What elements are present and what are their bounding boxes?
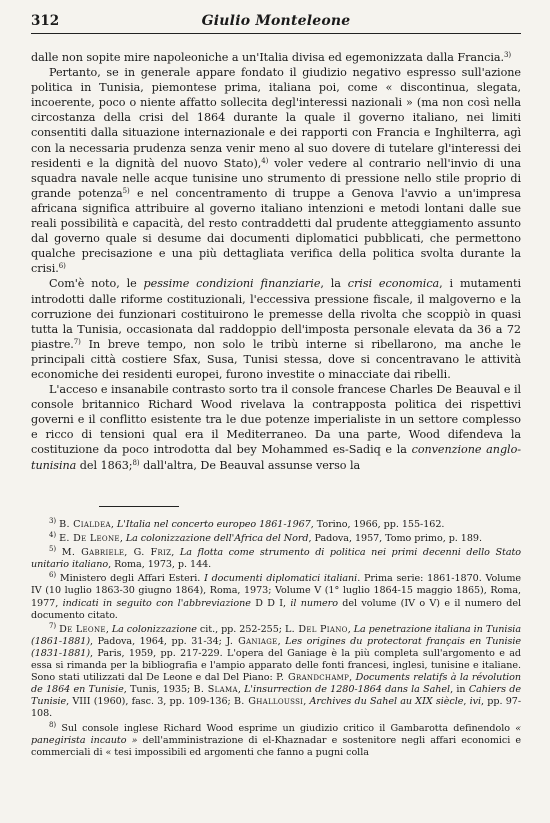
footnote-ref-4: 4)	[261, 156, 269, 165]
running-title: Giulio Monteleone	[201, 13, 351, 29]
footnote-6: $^{6)}$ Ministero degli Affari Esteri. I documenti diplomatici italiani. Prima serie: 1861-1870. Volume IV (10 luglio 1863-30 giugno 1864), Roma, 1973; Volume V (1° luglio 1864-15 maggio 1865), Roma, 1977, indicati in seguito con l'abbreviazione D D I, il numero del volume (IV o V) e il numero del documento citato.	[31, 571, 522, 621]
paragraph-4: L'acceso e insanabile contrasto sorto tra il console francese Charles De Beauval e il console britannico Richard Wood rivelava la contrapposta politica dei rispettivi governi e il conflitto esistente tra le due potenze imperialiste in un settore complesso e ricco di tensioni qual era il Mediterraneo. Da una parte, Wood difendeva la costituzione da poco introdotta dal bey Mohammed es-Sadiq e la convenzione anglo-tunisina del 1863;$^{8)}$ dall'altra, De Beauval assunse verso la	[31, 383, 521, 472]
footnote-rule	[99, 506, 179, 507]
footnote-ref-7: 7)	[73, 337, 81, 346]
main-text	[31, 50, 521, 473]
footnote-ref-5: 5)	[122, 186, 130, 195]
paragraph-1: dalle non sopite mire napoleoniche a un'Italia divisa ed egemonizzata dalla Francia.$^{3)}$	[31, 51, 512, 64]
page-header	[31, 13, 521, 35]
footnote-3: $^{3)}$ B. Cialdea, L'Italia nel concerto europeo 1861-1967, Torino, 1966, pp. 155-162.	[49, 517, 445, 530]
paragraph-3: Com'è noto, le pessime condizioni finanziarie, la crisi economica, i mutamenti introdotti dalle riforme costituzionali, l'eccessiva pressione fiscale, il malgoverno e la corruzione dei funzionari costituirono le premesse della rivolta che scoppiò in quasi tutta la Tunisia, occasionata dal raddoppio dell'imposta personale elevata da 36 a 72 piastre.$^{7)}$ In breve tempo, non solo le tribù interne si ribellarono, ma anche le principali città costiere Sfax, Susa, Tunisi stessa, dove si concentravano le attività economiche dei residenti europei, furono investite o minacciate dai ribelli.	[31, 277, 521, 381]
footnote-8: $^{8)}$ Sul console inglese Richard Wood esprime un giudizio critico il Gambarotta definendolo « panegirista incauto » dell'amministrazione di el-Khaznadar e sostenitore negli affari economici e commerciali di « tesi impossibili ed argomenti che fanno a pugni colla	[31, 720, 522, 758]
footnote-5: $^{5)}$ M. Gabriele, G. Friz, La flotta come strumento di politica nei primi decenni dello Stato unitario italiano, Roma, 1973, p. 144.	[31, 545, 522, 571]
footnote-ref-8: 8)	[132, 458, 140, 467]
header-rule	[31, 33, 521, 34]
footnote-4: $^{4)}$ E. De Leone, La colonizzazione dell'Africa del Nord, Padova, 1957, Tomo primo, p. 189.	[49, 531, 482, 545]
footnote-ref-6: 6)	[58, 262, 66, 271]
page-number: 312	[31, 13, 60, 29]
footnote-ref-3: 3)	[504, 51, 512, 59]
paragraph-2: Pertanto, se in generale appare fondato il giudizio negativo espresso sull'azione politica in Tunisia, piemontese prima, italiana poi, come « discontinua, slegata, incoerente, poco o niente affatto sollecita degl'interessi nazionali » (ma non così nella circostanza della crisi del 1864 durante la quale il governo italiano, nei limiti consentiti dalla situazione internazionale e dei rapporti con Francia e Inghilterra, agì con la necessaria prudenza senza venir meno al suo dovere di tutelare gl'interessi dei residenti e la dignità del nuovo Stato),$^{4)}$ voler vedere al contrario nell'invio di una squadra navale nelle acque tunisine uno strumento di pressione nello stile proprio di grande potenza$^{5)}$ e nel concentramento di truppe a Genova l'avvio a un'impresa africana significa attribuire al governo italiano intenzioni e metodi lontani dalle sue reali possibilità e capacità, del resto contraddetti dal prudente atteggiamento assunto dal governo quale si desume dai documenti diplomatici pubblicati, che permettono qualche precisazione e una più dettagliata verifica della politica svolta durante la crisi.$^{6)}$	[31, 66, 521, 276]
footnote-7: $^{7)}$ De Leone, La colonizzazione cit., pp. 252-255; L. Del Piano, La penetrazione italiana in Tunisia (1861-1881), Padova, 1964, pp. 31-34; J. Ganiage, Les origines du protectorat français en Tunisie (1831-1881), Paris, 1959, pp. 217-229. L'opera del Ganiage è la più completa sull'argomento e ad essa si rimanda per la bibliografia e l'ampio apparato delle fonti francesi, inglesi, tunisine e italiane. Sono stati utilizzati dal De Leone e dal Del Piano: P. Grandchamp, Documents relatifs à la révolution de 1864 en Tunisie, Tunis, 1935; B. Slama, L'insurrection de 1280-1864 dans la Sahel, in Cahiers de Tunisie, VIII (1960), fasc. 3, pp. 109-136; B. Ghalloussi, Archives du Sahel au XIX siècle, ivi, pp. 97-108.	[31, 621, 522, 720]
footnotes	[31, 519, 521, 761]
